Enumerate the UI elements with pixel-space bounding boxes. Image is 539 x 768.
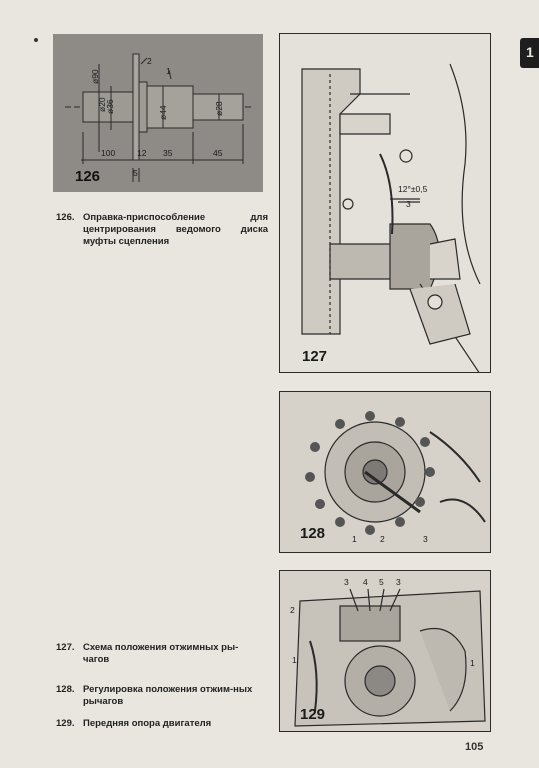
caption-128-number: 128. xyxy=(56,684,75,695)
figure-127 xyxy=(279,33,491,373)
dim-dia-90: ø90 xyxy=(90,69,100,84)
gap-annotation-3: 3 xyxy=(406,199,411,209)
callout-top-4: 4 xyxy=(363,577,368,587)
figure-129 xyxy=(279,570,491,732)
figure-129-number: 129 xyxy=(300,706,326,723)
clutch-lever-diagram xyxy=(280,34,490,372)
ref-1: 1 xyxy=(166,66,171,76)
dim-dia-20: ø20 xyxy=(97,97,107,112)
dim-dia-44: ø44 xyxy=(158,105,168,120)
caption-129-number: 129. xyxy=(56,718,75,729)
page-number: 105 xyxy=(465,741,484,753)
caption-126-number: 126. xyxy=(56,212,75,223)
dim-35: 35 xyxy=(163,148,173,158)
figure-126-number: 126 xyxy=(75,168,101,185)
callout-right-1: 1 xyxy=(470,658,475,668)
chapter-tab-label: 1 xyxy=(526,44,534,60)
ref-2: 2 xyxy=(147,56,152,66)
caption-129-text: Передняя опора двигателя xyxy=(83,718,212,729)
dim-12: 12 xyxy=(137,148,147,158)
chapter-tab xyxy=(520,38,539,68)
margin-mark xyxy=(34,38,38,42)
callout-left-1: 1 xyxy=(292,655,297,665)
callout-top-3a: 3 xyxy=(344,577,349,587)
caption-126-text: Оправка-приспособление для центрирования ведомого диска муфты сцепления xyxy=(83,212,268,247)
callout-top-3b: 3 xyxy=(396,577,401,587)
figure-127-number: 127 xyxy=(302,348,328,365)
caption-128-text: Регулировка положения отжим-ных рычагов xyxy=(83,684,253,707)
dim-5: 5 xyxy=(133,168,138,178)
callout-left-2: 2 xyxy=(290,605,295,615)
callout-3: 3 xyxy=(423,534,428,544)
angle-annotation: 12°±0,5 xyxy=(398,184,428,194)
figure-126 xyxy=(53,34,263,192)
figure-128 xyxy=(279,391,491,553)
callout-1: 1 xyxy=(352,534,357,544)
caption-127-text: Схема положения отжимных ры-чагов xyxy=(83,642,239,665)
dim-dia-36: ø36 xyxy=(105,99,115,114)
dim-dia-28: ø28 xyxy=(214,101,224,116)
caption-127-number: 127. xyxy=(56,642,75,653)
dim-100: 100 xyxy=(101,148,116,158)
figure-128-number: 128 xyxy=(300,525,326,542)
dim-45: 45 xyxy=(213,148,223,158)
callout-2: 2 xyxy=(380,534,385,544)
callout-top-5: 5 xyxy=(379,577,384,587)
